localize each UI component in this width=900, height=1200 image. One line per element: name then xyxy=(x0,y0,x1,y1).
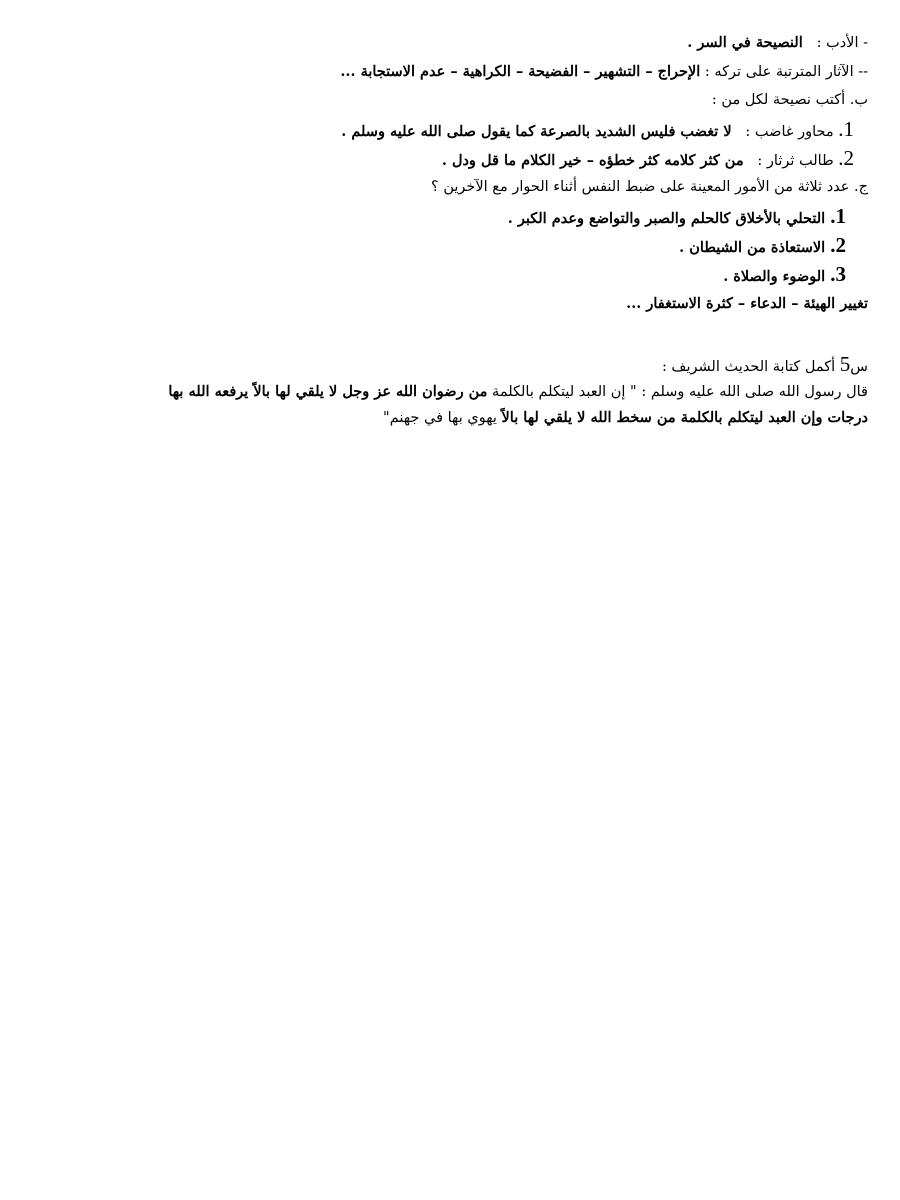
self-control-extra: تغيير الهيئة – الدعاء – كثرة الاستغفار ... xyxy=(626,295,868,312)
self-control-item-1 xyxy=(40,202,868,231)
hadith-line-2-end: يهوي بها في جهنم" xyxy=(383,410,497,426)
etiquette-value: النصيحة في السر . xyxy=(687,34,803,51)
advice-item-2-value: من كثر كلامه كثر خطؤه – خير الكلام ما قل ودل . xyxy=(441,152,744,169)
advice-item-1 xyxy=(40,115,868,144)
etiquette-line xyxy=(40,28,868,57)
hadith-line-2 xyxy=(40,405,868,431)
self-control-item-3 xyxy=(40,260,868,289)
self-control-item-3-number: 3. xyxy=(830,262,846,286)
self-control-item-2 xyxy=(40,231,868,260)
advice-item-1-number: 1. xyxy=(838,117,854,141)
section-spacer xyxy=(40,318,868,350)
self-control-item-1-text: التحلي بالأخلاق كالحلم والصبر والتواضع وعدم الكبر . xyxy=(507,210,826,227)
hadith-line-1-bold: من رضوان الله عز وجل لا يلقي لها بالاً يرفعه الله بها xyxy=(168,383,488,400)
question5-prefix: س xyxy=(850,359,868,375)
section-b-heading: ب. أكتب نصيحة لكل من : xyxy=(711,92,868,108)
hadith-paragraph xyxy=(40,379,868,431)
section-c-heading: ج. عدد ثلاثة من الأمور المعينة على ضبط النفس أثناء الحوار مع الآخرين ؟ xyxy=(431,179,868,195)
effects-label: -- الآثار المترتبة على تركه : xyxy=(704,64,868,80)
advice-item-2 xyxy=(40,144,868,173)
self-control-item-2-number: 2. xyxy=(830,233,846,257)
advice-item-2-number: 2. xyxy=(838,146,854,170)
question5-heading xyxy=(40,350,868,379)
self-control-item-2-text: الاستعاذة من الشيطان . xyxy=(679,239,826,256)
question5-number: 5 xyxy=(839,352,851,376)
question5-text: أكمل كتابة الحديث الشريف : xyxy=(661,359,836,375)
effects-line xyxy=(40,57,868,86)
hadith-intro: قال رسول الله صلى الله عليه وسلم : " إن العبد ليتكلم بالكلمة xyxy=(492,384,868,400)
etiquette-label: - الأدب : xyxy=(816,35,868,51)
self-control-item-3-text: الوضوء والصلاة . xyxy=(723,268,826,285)
self-control-item-1-number: 1. xyxy=(830,204,846,228)
effects-value: الإحراج – التشهير – الفضيحة – الكراهية – عدم الاستجابة ... xyxy=(340,63,701,80)
hadith-line-2-bold: درجات وإن العبد ليتكلم بالكلمة من سخط الله لا يلقي لها بالاً xyxy=(501,409,868,426)
hadith-line-1 xyxy=(40,379,868,405)
advice-item-1-value: لا تغضب فليس الشديد بالصرعة كما يقول صلى الله عليه وسلم . xyxy=(341,123,732,140)
worksheet-page xyxy=(40,28,868,431)
advice-item-2-label: طالب ثرثار : xyxy=(757,153,834,169)
advice-item-1-label: محاور غاضب : xyxy=(745,124,834,140)
